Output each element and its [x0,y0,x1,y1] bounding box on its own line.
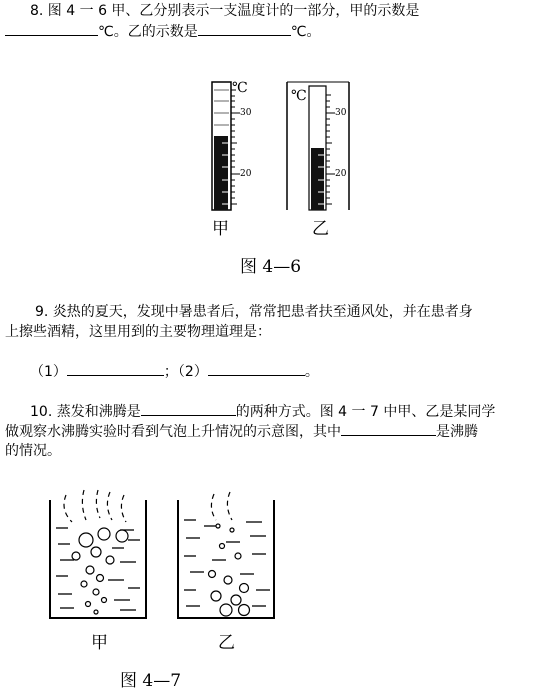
q10-line1 [30,402,495,421]
q10-line2 [5,422,478,441]
q9-answers [30,362,319,381]
q9-end: 。 [304,364,319,380]
q10-line1-end: 的两种方式。图 4 一 7 中甲、乙是某同学 [235,404,496,420]
thermometer-a-unit: ℃ [232,80,248,96]
figure-4-6-label-a: 甲 [212,219,229,239]
beaker-a [50,490,146,618]
q9-blank-2[interactable] [208,362,305,376]
q10-line3: 的情况。 [5,443,61,459]
q8-line2-mid: ℃。乙的示数是 [98,24,198,40]
q9-separator: ；（2） [163,364,208,380]
thermometer-a-tick-20: 20 [240,169,252,179]
q10-line2-end: 是沸腾 [436,424,478,440]
figure-4-7-label-b: 乙 [218,633,235,653]
q10-blank-2[interactable] [341,422,436,436]
thermometer-a-tick-30: 30 [240,108,252,118]
thermometer-b-tick-20: 20 [335,169,347,179]
q10-line2-start: 做观察水沸腾实验时看到气泡上升情况的示意图，其中 [5,424,341,440]
figure-4-7-label-a: 甲 [91,633,108,653]
q9-line1: 9. 炎热的夏天，发现中暑患者后，常常把患者扶至通风处，并在患者身 [35,304,473,320]
thermometer-a [212,82,240,210]
figure-4-6-caption: 图 4—6 [240,257,302,277]
q9-line2: 上擦些酒精，这里用到的主要物理道理是： [5,324,271,340]
q8-line1: 8. 图 4 一 6 甲、乙分别表示一支温度计的一部分，甲的示数是 [30,3,420,19]
thermometer-b-tick-30: 30 [335,108,347,118]
q10-line1-start: 10. 蒸发和沸腾是 [30,404,141,420]
thermometer-b-unit: ℃ [291,88,307,104]
q9-blank-1[interactable] [67,362,164,376]
figure-4-6-label-b: 乙 [312,219,329,239]
q8-line2-end: ℃。 [290,24,321,40]
q9-item1-label: （1） [30,364,67,380]
figure-4-7-caption: 图 4—7 [120,671,182,691]
beaker-b [178,492,274,618]
q10-blank-1[interactable] [141,402,236,416]
